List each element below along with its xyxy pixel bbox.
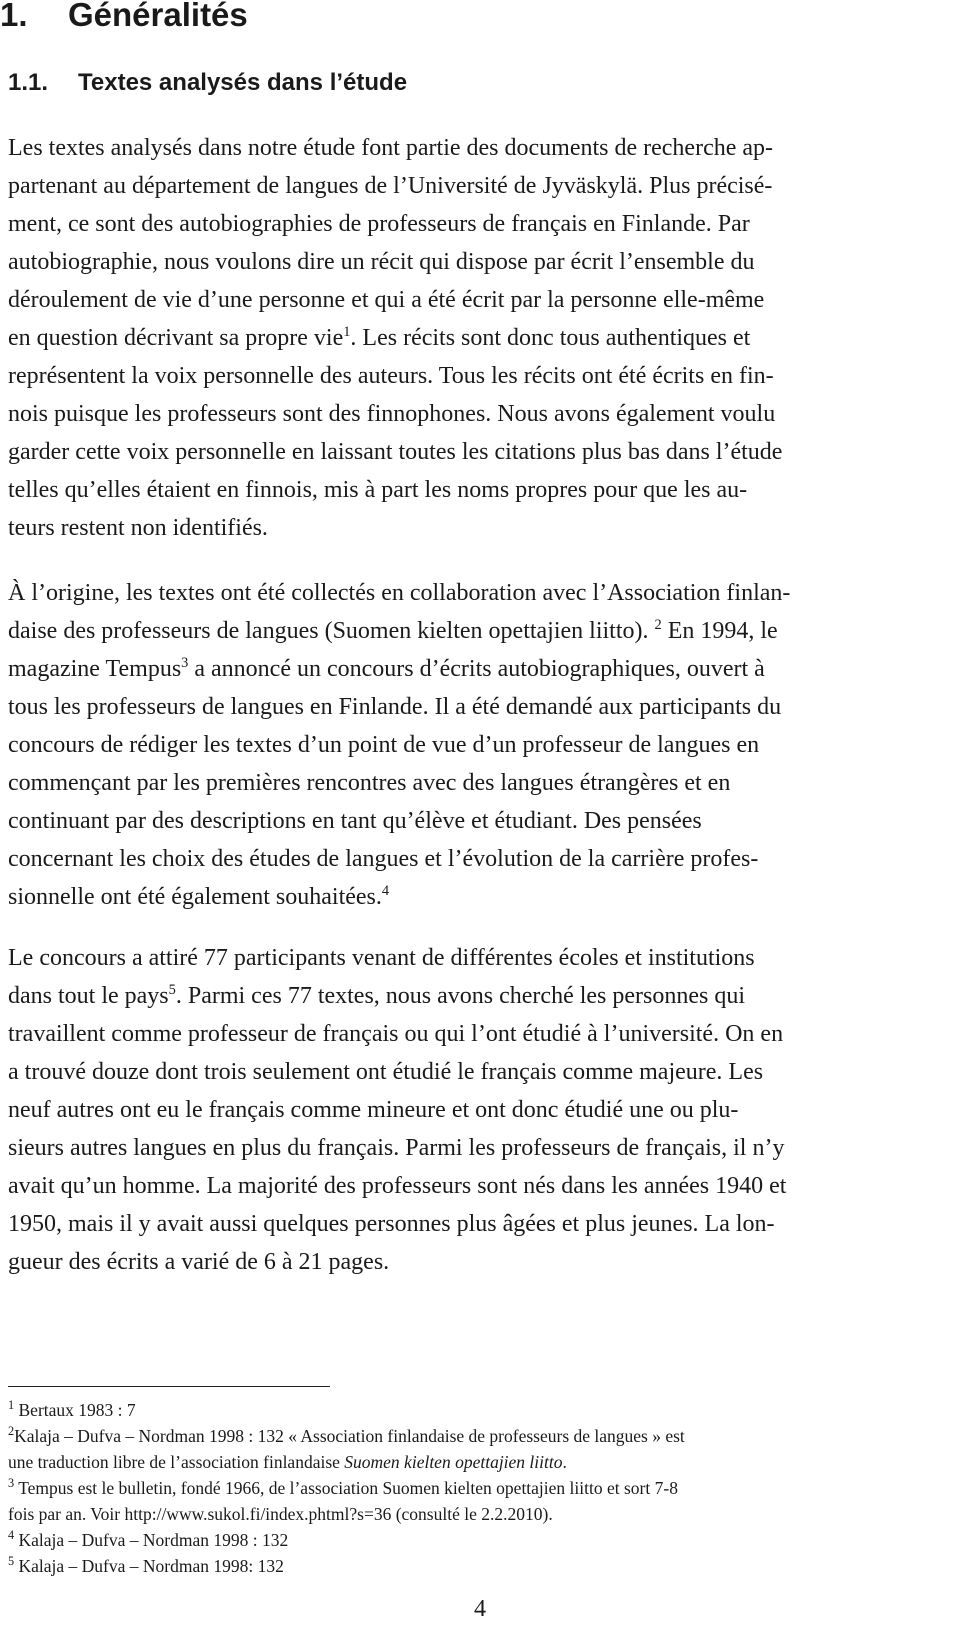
section-heading bbox=[0, 0, 248, 34]
text-line: concours de rédiger les textes d’un point de vue d’un professeur de langues en bbox=[8, 732, 760, 758]
text-line: nois puisque les professeurs sont des finnophones. Nous avons également voulu bbox=[8, 401, 776, 427]
footnote-number: 2 bbox=[8, 1424, 15, 1439]
text-line bbox=[8, 319, 952, 357]
footnote-text: . bbox=[562, 1452, 567, 1472]
footnote-line bbox=[8, 1423, 952, 1449]
text-line: garder cette voix personnelle en laissant toutes les citations plus bas dans l’étude bbox=[8, 439, 783, 465]
footnote-text: fois par an. Voir http://www.sukol.fi/index.phtml?s=36 (consulté le 2.2.2010). bbox=[8, 1504, 553, 1524]
footnote-line bbox=[8, 1475, 952, 1501]
text-segment: sionnelle ont été également souhaitées. bbox=[8, 884, 382, 910]
text-line bbox=[8, 612, 952, 650]
text-line: Les textes analysés dans notre étude font partie des documents de recherche ap- bbox=[8, 135, 774, 161]
footnote-text: Kalaja – Dufva – Nordman 1998 : 132 bbox=[18, 1530, 289, 1550]
text-line bbox=[8, 977, 952, 1015]
text-line: avait qu’un homme. La majorité des professeurs sont nés dans les années 1940 et bbox=[8, 1173, 787, 1199]
text-segment: magazine Tempus bbox=[8, 656, 182, 682]
text-segment: en question décrivant sa propre vie bbox=[8, 325, 344, 351]
section-number: 1. bbox=[0, 0, 28, 33]
text-line: teurs restent non identifiés. bbox=[8, 515, 268, 541]
footnote-number: 3 bbox=[8, 1476, 15, 1491]
footnote-ref: 1 bbox=[343, 324, 351, 340]
text-line: gueur des écrits a varié de 6 à 21 pages. bbox=[8, 1249, 390, 1275]
text-line: ment, ce sont des autobiographies de professeurs de français en Finlande. Par bbox=[8, 211, 750, 237]
text-line bbox=[8, 878, 952, 916]
footnote-line bbox=[8, 1397, 952, 1423]
paragraph-1 bbox=[8, 129, 952, 547]
footnote-number: 5 bbox=[8, 1554, 15, 1569]
text-line: concernant les choix des études de langues et l’évolution de la carrière profes- bbox=[8, 846, 759, 872]
footnote-5 bbox=[8, 1553, 952, 1579]
subsection-number: 1.1. bbox=[8, 69, 49, 96]
text-segment: daise des professeurs de langues (Suomen kielten opettajien liitto). bbox=[8, 618, 655, 644]
footnote-text: Suomen kielten opettajien liitto bbox=[344, 1452, 563, 1472]
footnote-3 bbox=[8, 1475, 952, 1527]
footnote-line bbox=[8, 1553, 952, 1579]
text-segment: . Les récits sont donc tous authentiques et bbox=[350, 325, 751, 351]
footnote-line bbox=[8, 1449, 952, 1475]
footnote-text: Bertaux 1983 : 7 bbox=[18, 1400, 136, 1420]
text-line: représentent la voix personnelle des auteurs. Tous les récits ont été écrits en fin- bbox=[8, 363, 774, 389]
footnote-ref: 4 bbox=[381, 883, 390, 899]
text-line: Le concours a attiré 77 participants venant de différentes écoles et institutions bbox=[8, 945, 755, 971]
footnote-line bbox=[8, 1527, 952, 1553]
text-segment: En 1994, le bbox=[661, 618, 778, 644]
page-number: 4 bbox=[474, 1596, 486, 1622]
text-line: 1950, mais il y avait aussi quelques personnes plus âgées et plus jeunes. La lon- bbox=[8, 1211, 775, 1237]
footnote-separator bbox=[8, 1386, 330, 1387]
paragraph-2 bbox=[8, 574, 952, 916]
footnote-number: 1 bbox=[8, 1398, 15, 1413]
text-segment: dans tout le pays bbox=[8, 983, 169, 1009]
footnote-ref: 3 bbox=[181, 655, 189, 671]
text-line: continuant par des descriptions en tant qu’élève et étudiant. Des pensées bbox=[8, 808, 702, 834]
footnote-4 bbox=[8, 1527, 952, 1553]
section-title: Généralités bbox=[68, 0, 248, 33]
footnotes bbox=[8, 1397, 952, 1579]
footnote-text: une traduction libre de l’association finlandaise bbox=[8, 1452, 345, 1472]
text-line: partenant au département de langues de l’Université de Jyväskylä. Plus précisé- bbox=[8, 173, 773, 199]
subsection-heading bbox=[8, 69, 407, 97]
footnote-ref: 2 bbox=[654, 617, 662, 633]
text-segment: . Parmi ces 77 textes, nous avons cherché les personnes qui bbox=[175, 983, 746, 1009]
text-line: telles qu’elles étaient en finnois, mis à part les noms propres pour que les au- bbox=[8, 477, 748, 503]
footnote-line bbox=[8, 1501, 952, 1527]
text-line: tous les professeurs de langues en Finlande. Il a été demandé aux participants du bbox=[8, 694, 782, 720]
footnote-text: Kalaja – Dufva – Nordman 1998: 132 bbox=[18, 1556, 284, 1576]
text-segment: a annoncé un concours d’écrits autobiographiques, ouvert à bbox=[188, 656, 765, 682]
footnote-ref: 5 bbox=[168, 982, 176, 998]
footnote-text: Tempus est le bulletin, fondé 1966, de l’association Suomen kielten opettajien liitto et sort 7-8 bbox=[18, 1478, 678, 1498]
subsection-title: Textes analysés dans l’étude bbox=[78, 69, 408, 96]
footnote-number: 4 bbox=[8, 1528, 15, 1543]
paragraph-3 bbox=[8, 939, 952, 1281]
text-line: a trouvé douze dont trois seulement ont étudié le français comme majeure. Les bbox=[8, 1059, 764, 1085]
footnote-text: Kalaja – Dufva – Nordman 1998 : 132 « Association finlandaise de professeurs de langues » est bbox=[14, 1426, 685, 1446]
text-line: travaillent comme professeur de français ou qui l’ont étudié à l’université. On en bbox=[8, 1021, 784, 1047]
footnote-2 bbox=[8, 1423, 952, 1475]
text-line: commençant par les premières rencontres avec des langues étrangères et en bbox=[8, 770, 731, 796]
text-line: autobiographie, nous voulons dire un récit qui dispose par écrit l’ensemble du bbox=[8, 249, 755, 275]
text-line: À l’origine, les textes ont été collectés en collaboration avec l’Association finlan- bbox=[8, 580, 791, 606]
footnote-1 bbox=[8, 1397, 952, 1423]
text-line: sieurs autres langues en plus du français. Parmi les professeurs de français, il n’y bbox=[8, 1135, 785, 1161]
text-line: déroulement de vie d’une personne et qui a été écrit par la personne elle-même bbox=[8, 287, 765, 313]
text-line bbox=[8, 650, 952, 688]
text-line: neuf autres ont eu le français comme mineure et ont donc étudié une ou plu- bbox=[8, 1097, 739, 1123]
